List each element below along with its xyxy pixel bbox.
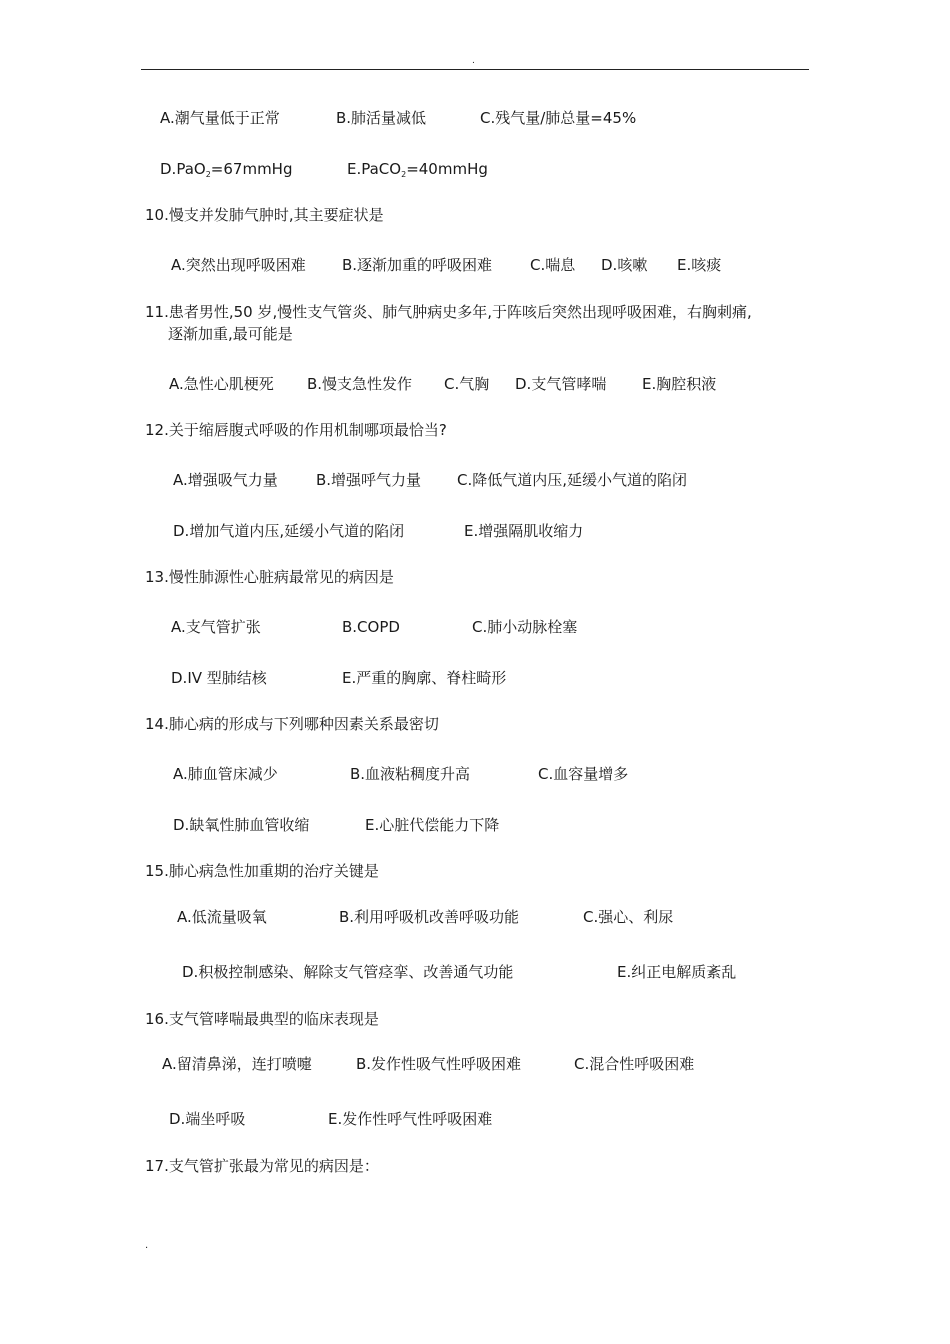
q13-stem: 13.慢性肺源性心脏病最常见的病因是	[145, 568, 394, 586]
q17-stem: 17.支气管扩张最为常见的病因是：	[145, 1157, 379, 1175]
header-rule	[141, 69, 809, 70]
q16-stem: 16.支气管哮喘最典型的临床表现是	[145, 1010, 379, 1028]
q14-option-d: D.缺氧性肺血管收缩	[173, 816, 310, 834]
q12-option-d: D.增加气道内压,延缓小气道的陷闭	[173, 522, 405, 540]
q15-option-a: A.低流量吸氧	[177, 908, 267, 926]
q9-option-d: D.PaO$_2$=67mmHg	[160, 160, 293, 179]
q11-option-e: E.胸腔积液	[642, 375, 717, 393]
q15-option-b: B.利用呼吸机改善呼吸功能	[339, 908, 520, 926]
header-dot: .	[472, 56, 475, 66]
q9-option-b: B.肺活量减低	[336, 109, 427, 127]
q10-option-a: A.突然出现呼吸困难	[171, 256, 306, 274]
q16-option-e: E.发作性呼气性呼吸困难	[328, 1110, 493, 1128]
q11-option-d: D.支气管哮喘	[515, 375, 607, 393]
q11-stem-line1: 11.患者男性,50 岁,慢性支气管炎、肺气肿病史多年,于阵咳后突然出现呼吸困难，右胸刺痛,	[145, 303, 752, 321]
q15-option-c: C.强心、利尿	[583, 908, 674, 926]
q16-option-c: C.混合性呼吸困难	[574, 1055, 695, 1073]
q10-option-b: B.逐渐加重的呼吸困难	[342, 256, 493, 274]
q13-option-a: A.支气管扩张	[171, 618, 261, 636]
q11-option-c: C.气胸	[444, 375, 490, 393]
q11-option-a: A.急性心肌梗死	[169, 375, 274, 393]
q11-option-b: B.慢支急性发作	[307, 375, 413, 393]
q9-option-e: E.PaCO$_2$=40mmHg	[347, 160, 488, 179]
q11-stem-line2: 逐渐加重,最可能是	[168, 325, 293, 343]
q14-option-c: C.血容量增多	[538, 765, 629, 783]
q10-stem: 10.慢支并发肺气肿时,其主要症状是	[145, 206, 384, 224]
q13-option-e: E.严重的胸廓、脊柱畸形	[342, 669, 507, 687]
q14-option-a: A.肺血管床减少	[173, 765, 278, 783]
q12-option-e: E.增强隔肌收缩力	[464, 522, 584, 540]
footer-dot: .	[145, 1240, 149, 1251]
q12-stem: 12.关于缩唇腹式呼吸的作用机制哪项最恰当?	[145, 421, 447, 439]
q14-option-e: E.心脏代偿能力下降	[365, 816, 500, 834]
q16-option-b: B.发作性吸气性呼吸困难	[356, 1055, 522, 1073]
q16-option-a: A.留清鼻涕，连打喷嚏	[162, 1055, 312, 1073]
q12-option-b: B.增强呼气力量	[316, 471, 422, 489]
q9-option-c: C.残气量/肺总量=45%	[480, 109, 637, 127]
q10-option-e: E.咳痰	[677, 256, 722, 274]
q10-option-d: D.咳嗽	[601, 256, 648, 274]
q10-option-c: C.喘息	[530, 256, 576, 274]
q13-option-b: B.COPD	[342, 618, 400, 636]
q9-option-a: A.潮气量低于正常	[160, 109, 280, 127]
q14-option-b: B.血液粘稠度升高	[350, 765, 471, 783]
q16-option-d: D.端坐呼吸	[169, 1110, 246, 1128]
q13-option-c: C.肺小动脉栓塞	[472, 618, 578, 636]
q15-option-d: D.积极控制感染、解除支气管痉挛、改善通气功能	[182, 963, 514, 981]
q12-option-c: C.降低气道内压,延缓小气道的陷闭	[457, 471, 688, 489]
q15-stem: 15.肺心病急性加重期的治疗关键是	[145, 862, 379, 880]
q14-stem: 14.肺心病的形成与下列哪种因素关系最密切	[145, 715, 439, 733]
q15-option-e: E.纠正电解质紊乱	[617, 963, 737, 981]
q12-option-a: A.增强吸气力量	[173, 471, 278, 489]
q13-option-d: D.IV 型肺结核	[171, 669, 267, 687]
